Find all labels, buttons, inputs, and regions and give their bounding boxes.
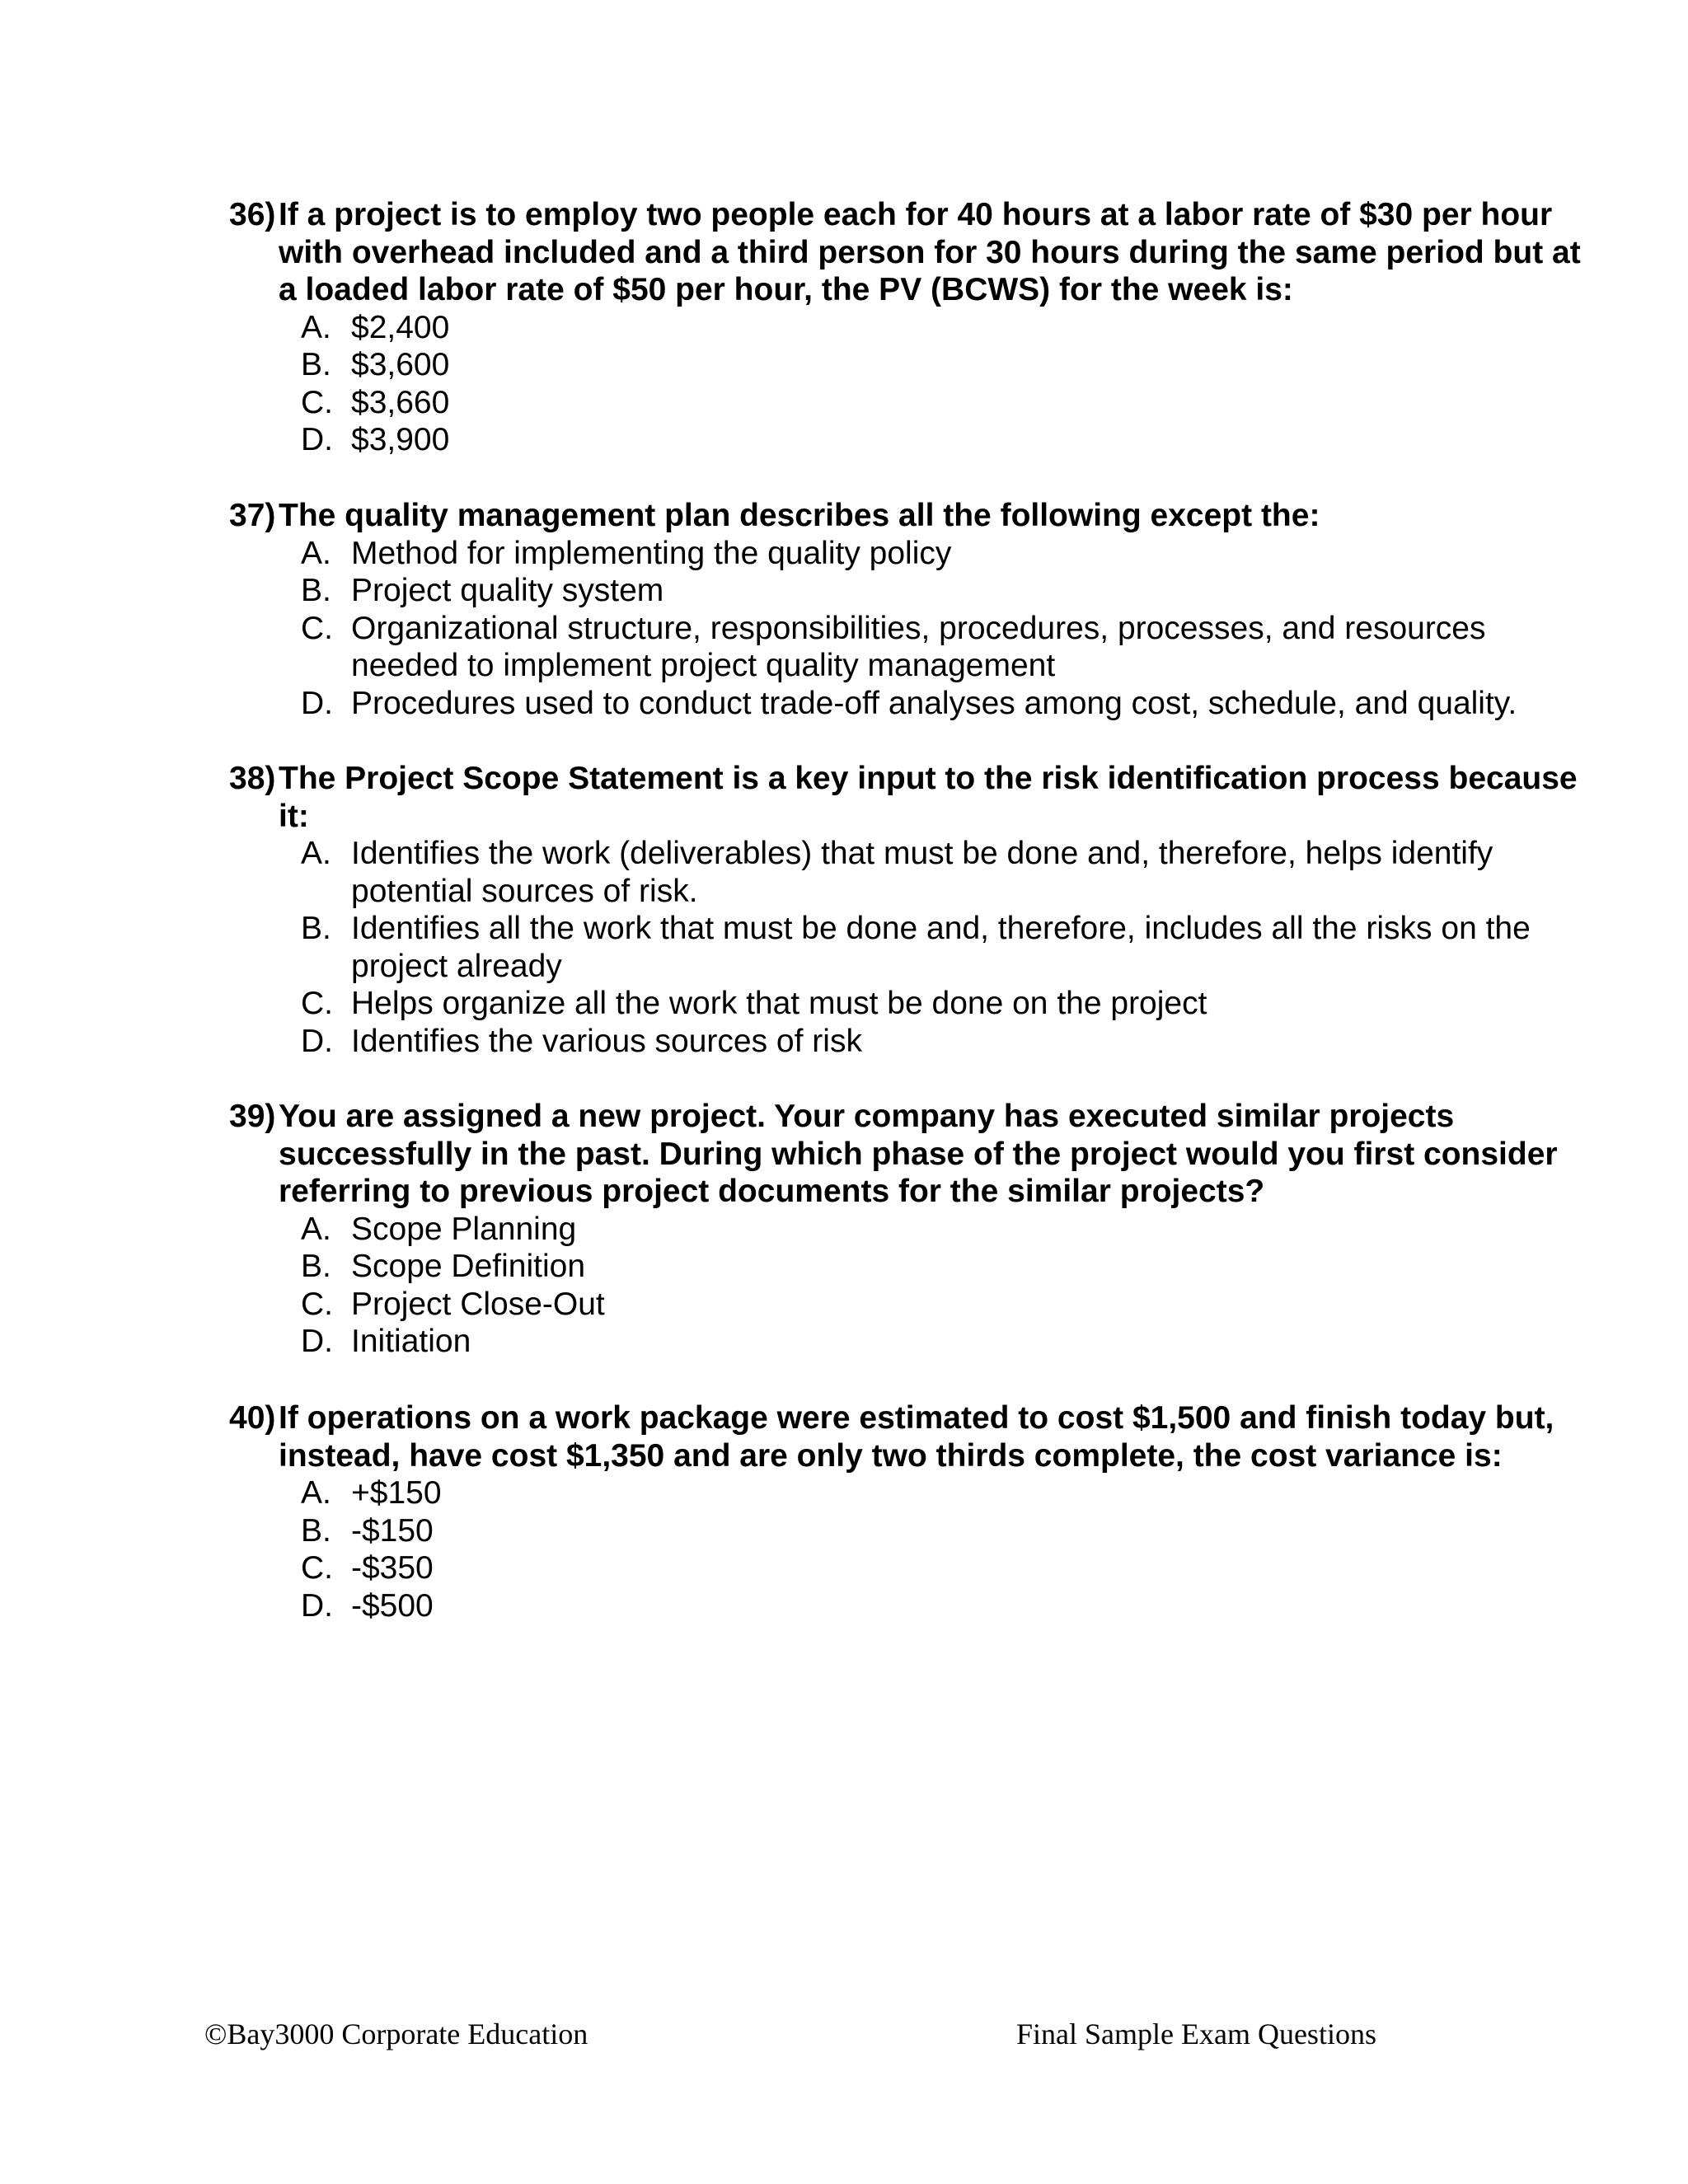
question-text: If operations on a work package were estimated to cost $1,500 and finish today but, instead, have cost $1,350 and are only two thirds complete, the cost variance is: (279, 1400, 1554, 1474)
option-text: $2,400 (351, 309, 450, 345)
option-letter: A. (301, 1475, 331, 1511)
option-text: Identifies the work (deliverables) that must be done and, therefore, helps identify potential sources of risk. (351, 836, 1493, 909)
option-text: Project quality system (351, 573, 664, 608)
question-stem (229, 196, 1581, 309)
option-d (229, 1587, 1581, 1625)
answer-options (229, 1211, 1581, 1361)
question-stem (229, 1399, 1581, 1474)
option-a (229, 835, 1581, 910)
option-d (229, 421, 1581, 459)
option-b (229, 572, 1581, 610)
question-stem (229, 760, 1581, 835)
option-a (229, 1211, 1581, 1249)
option-text: $3,900 (351, 422, 450, 457)
option-c (229, 1549, 1581, 1587)
option-text: +$150 (351, 1475, 442, 1511)
option-letter: B. (301, 573, 331, 608)
option-c (229, 1286, 1581, 1324)
option-text: -$500 (351, 1587, 434, 1624)
option-letter: B. (301, 911, 331, 946)
option-text: Project Close-Out (351, 1286, 605, 1322)
option-letter: B. (301, 1249, 331, 1284)
option-c (229, 985, 1581, 1023)
question-text: You are assigned a new project. Your company has executed similar projects successfully in the past. During which phase of the project would you first consider referring to previous project documents for the similar projects? (279, 1099, 1558, 1209)
option-c (229, 610, 1581, 685)
question-text: The Project Scope Statement is a key input to the risk identification process because it: (279, 761, 1578, 834)
option-letter: C. (301, 1550, 333, 1586)
option-d (229, 685, 1581, 723)
option-letter: D. (301, 1023, 333, 1059)
answer-options (229, 309, 1581, 459)
option-letter: A. (301, 309, 331, 345)
option-b (229, 1248, 1581, 1286)
option-a (229, 1474, 1581, 1512)
option-d (229, 1323, 1581, 1361)
option-text: Organizational structure, responsibilities, procedures, processes, and resources needed to implement project quality management (351, 610, 1486, 683)
footer-copyright: ©Bay3000 Corporate Education (204, 2018, 588, 2050)
question-number: 38) (229, 761, 276, 796)
option-letter: C. (301, 610, 333, 646)
option-letter: D. (301, 422, 333, 457)
option-text: $3,660 (351, 384, 450, 420)
question-stem (229, 1098, 1581, 1211)
answer-options (229, 835, 1581, 1060)
question-36 (229, 196, 1581, 459)
question-text: The quality management plan describes all the following except the: (279, 498, 1320, 533)
question-stem (229, 497, 1581, 535)
option-text: -$350 (351, 1550, 434, 1586)
question-number: 40) (229, 1400, 276, 1436)
option-text: Procedures used to conduct trade-off analyses among cost, schedule, and quality. (351, 685, 1517, 721)
option-letter: B. (301, 1512, 331, 1549)
option-letter: A. (301, 1211, 331, 1247)
question-40 (229, 1399, 1581, 1624)
option-letter: A. (301, 535, 331, 571)
option-letter: D. (301, 685, 333, 721)
option-a (229, 535, 1581, 573)
question-38 (229, 760, 1581, 1060)
option-text: Helps organize all the work that must be done on the project (351, 986, 1207, 1021)
question-39 (229, 1098, 1581, 1361)
option-text: Identifies the various sources of risk (351, 1023, 862, 1059)
option-d (229, 1023, 1581, 1061)
option-text: Identifies all the work that must be done and, therefore, includes all the risks on the project already (351, 911, 1531, 984)
option-b (229, 346, 1581, 384)
question-number: 39) (229, 1099, 276, 1134)
option-c (229, 384, 1581, 422)
option-letter: D. (301, 1324, 333, 1359)
option-text: $3,600 (351, 347, 450, 382)
option-a (229, 309, 1581, 347)
option-letter: C. (301, 384, 333, 420)
option-text: Method for implementing the quality policy (351, 535, 952, 571)
question-number: 36) (229, 197, 276, 232)
option-b (229, 910, 1581, 985)
question-text: If a project is to employ two people each for 40 hours at a labor rate of $30 per hour with overhead included and a third person for 30 hours during the same period but at a loaded labor rate of $50 per hour, the PV (BCWS) for the week is: (279, 197, 1581, 307)
answer-options (229, 1474, 1581, 1624)
option-letter: D. (301, 1587, 333, 1624)
option-letter: C. (301, 1286, 333, 1322)
option-b (229, 1512, 1581, 1550)
option-letter: C. (301, 986, 333, 1021)
question-37 (229, 497, 1581, 722)
option-letter: A. (301, 836, 331, 871)
option-text: Initiation (351, 1324, 471, 1359)
option-text: Scope Planning (351, 1211, 577, 1247)
option-text: -$150 (351, 1512, 434, 1549)
question-number: 37) (229, 498, 276, 533)
answer-options (229, 535, 1581, 723)
option-letter: B. (301, 347, 331, 382)
footer-document-title: Final Sample Exam Questions (1016, 2018, 1376, 2050)
option-text: Scope Definition (351, 1249, 586, 1284)
